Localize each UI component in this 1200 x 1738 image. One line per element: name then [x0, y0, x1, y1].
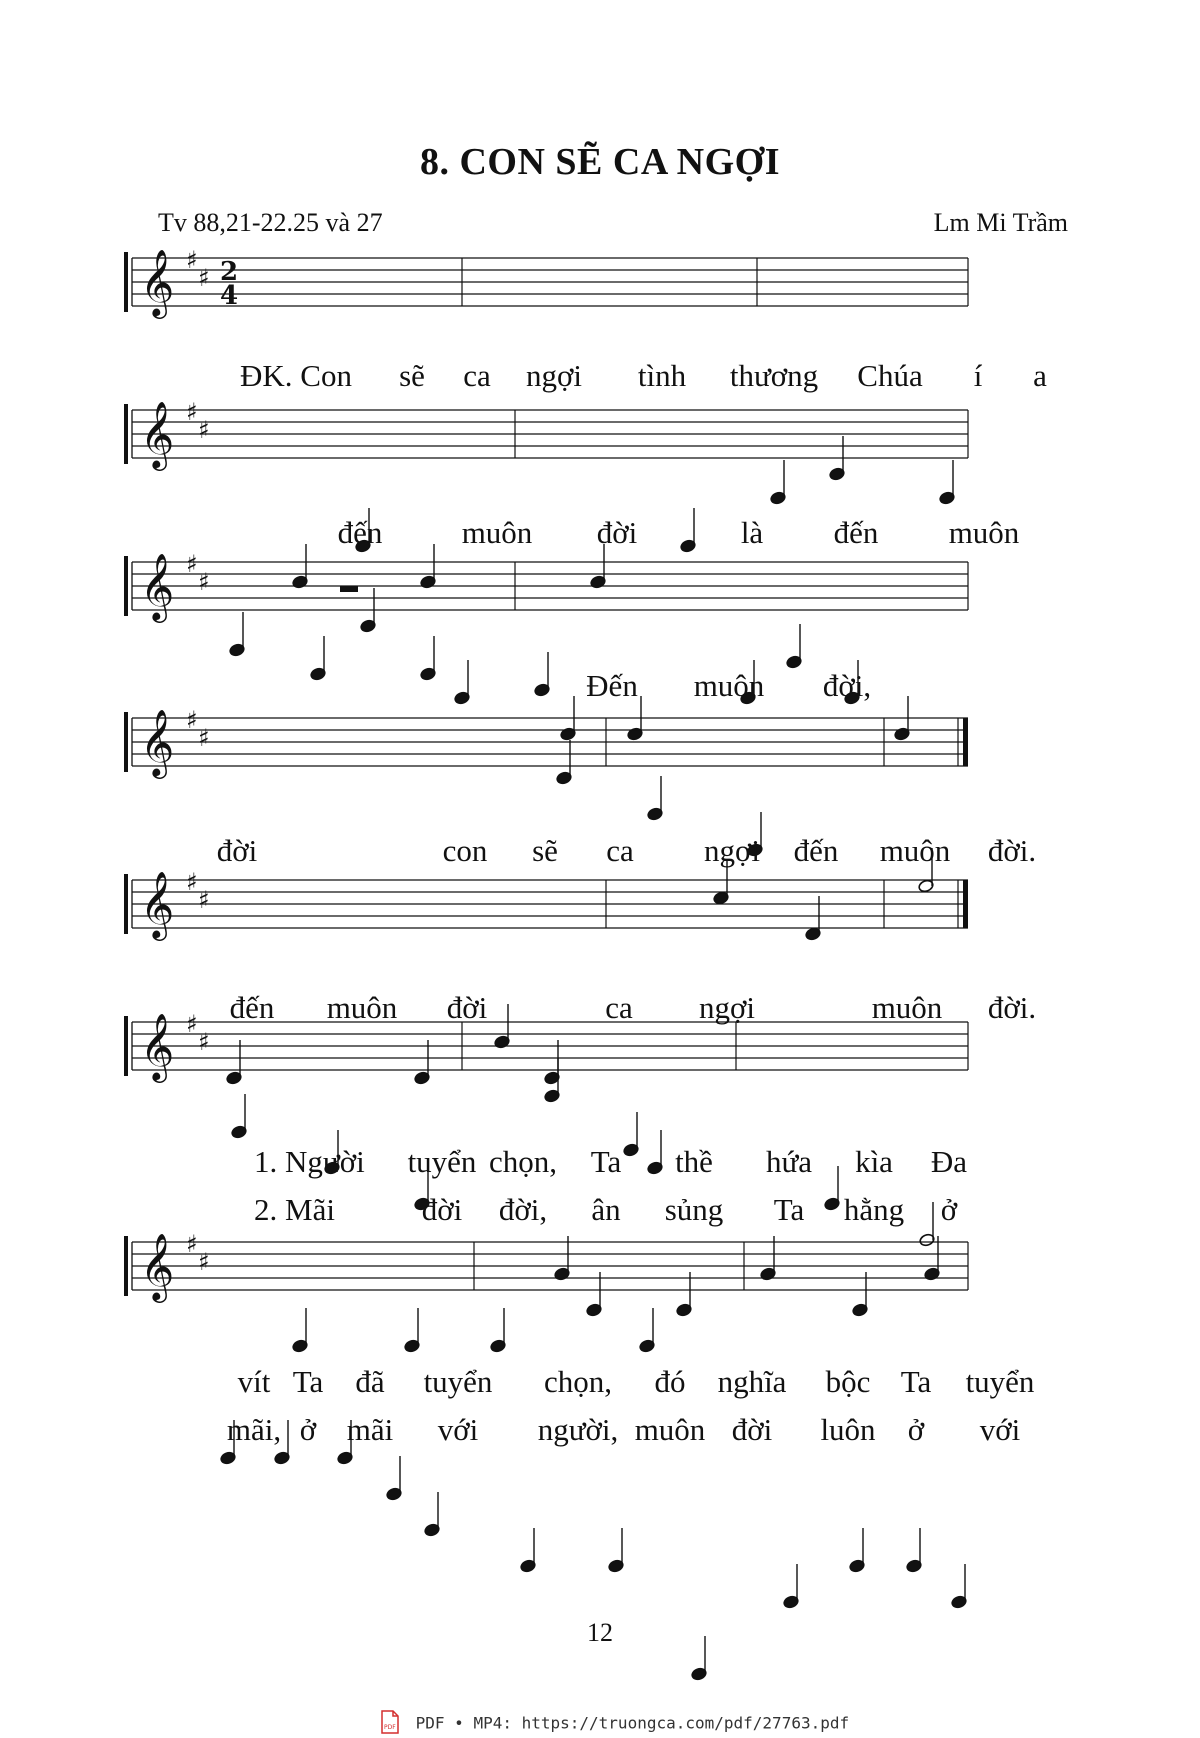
svg-text:♯: ♯: [198, 886, 210, 914]
lyric: Ta: [773, 1192, 805, 1227]
staff-system-1: [132, 246, 1082, 393]
lyric: Chúa: [857, 358, 923, 393]
svg-text:𝄞: 𝄞: [140, 1012, 175, 1080]
lyric: đời,: [498, 1192, 548, 1227]
staff-4: [132, 1012, 1082, 1132]
svg-text:𝄞: 𝄞: [140, 248, 175, 316]
svg-text:𝄞: 𝄞: [140, 1232, 175, 1300]
lyric: thương: [729, 358, 819, 393]
lyric: đó: [654, 1364, 686, 1399]
lyric: đời.: [987, 990, 1037, 1025]
lyric: mãi,: [226, 1412, 282, 1447]
lyric: hằng: [843, 1192, 905, 1227]
lyric: đời: [446, 990, 488, 1025]
svg-text:♯: ♯: [186, 1010, 198, 1038]
svg-text:♯: ♯: [186, 398, 198, 426]
lyric: người,: [537, 1412, 619, 1447]
svg-text:♯: ♯: [198, 1028, 210, 1056]
svg-text:♯: ♯: [198, 416, 210, 444]
lyric: muôn: [879, 833, 951, 868]
lyric: muôn: [871, 990, 943, 1025]
lyric: với: [437, 1412, 479, 1447]
lyric: là: [740, 515, 764, 550]
lyric: sẽ: [399, 358, 425, 393]
lyric: ở: [299, 1412, 317, 1447]
staff-system-4: [132, 1010, 1082, 1227]
lyric: ca: [463, 358, 491, 393]
lyric: ca: [606, 833, 634, 868]
lyric: luôn: [820, 1412, 876, 1447]
svg-text:2: 2: [220, 257, 239, 287]
lyric: muôn: [693, 668, 765, 703]
lyric: với: [979, 1412, 1021, 1447]
svg-text:♯: ♯: [198, 264, 210, 292]
lyric: đời.: [987, 833, 1037, 868]
svg-text:♯: ♯: [198, 724, 210, 752]
lyric: tuyển: [423, 1364, 493, 1399]
lyric: muôn: [461, 515, 533, 550]
lyric: đời: [731, 1412, 773, 1447]
lyric: kìa: [855, 1144, 893, 1179]
song-title: 8. CON SẼ CA NGỢI: [419, 141, 781, 183]
staff-5: [132, 1232, 1082, 1352]
lyric: đời: [421, 1192, 463, 1227]
lyric: Ta: [590, 1144, 622, 1179]
lyric: ngợi: [698, 990, 756, 1025]
lyric: tuyển: [407, 1144, 477, 1179]
svg-text:♯: ♯: [186, 706, 198, 734]
svg-text:𝄞: 𝄞: [140, 552, 175, 620]
composer: Lm Mi Trầm: [933, 208, 1068, 237]
lyric: ngợi: [525, 358, 583, 393]
lyric: muôn: [948, 515, 1020, 550]
lyric: đến: [793, 833, 839, 868]
svg-text:♯: ♯: [198, 568, 210, 596]
lyric: chọn,: [488, 1144, 558, 1179]
lyric: đời: [596, 515, 638, 550]
staff-system-2: [132, 400, 1082, 720]
svg-text:♯: ♯: [186, 868, 198, 896]
lyric: 1. Người: [254, 1144, 365, 1179]
svg-text:𝄞: 𝄞: [140, 708, 175, 776]
lyric: Ta: [292, 1364, 324, 1399]
staff-system-5: [132, 1232, 1082, 1452]
lyric: muôn: [326, 990, 398, 1025]
page-number: 12: [587, 1618, 613, 1647]
lyric: đời,: [822, 668, 872, 703]
lyric: vít: [237, 1364, 271, 1399]
lyric: ở: [940, 1192, 958, 1227]
svg-text:𝄞: 𝄞: [140, 400, 175, 468]
lyric: bộc: [825, 1364, 871, 1399]
lyric: đến: [337, 515, 383, 550]
svg-text:♯: ♯: [186, 550, 198, 578]
lyric: ngợi: [703, 833, 761, 868]
lyric: Đến: [586, 668, 638, 703]
lyric: 2. Mãi: [254, 1192, 335, 1227]
footer-text: PDF • MP4: https://truongca.com/pdf/27763.pdf: [415, 1713, 850, 1733]
svg-text:♯: ♯: [186, 1230, 198, 1258]
lyric: nghĩa: [717, 1364, 787, 1399]
lyric: tình: [637, 358, 687, 393]
lyric: đến: [229, 990, 275, 1025]
svg-text:𝄞: 𝄞: [140, 870, 175, 938]
lyric: đã: [355, 1364, 385, 1399]
scripture-reference: Tv 88,21-22.25 và 27: [158, 208, 383, 237]
footer-link[interactable]: [380, 1710, 849, 1738]
svg-text:♯: ♯: [186, 246, 198, 274]
svg-text:PDF: PDF: [384, 1724, 396, 1731]
lyric: Đa: [930, 1144, 968, 1179]
lyric: Ta: [900, 1364, 932, 1399]
lyric: ân: [591, 1192, 621, 1227]
lyric: đến: [833, 515, 879, 550]
staff-1: [132, 248, 1082, 368]
lyric: muôn: [634, 1412, 706, 1447]
lyric: mãi: [346, 1412, 394, 1447]
svg-text:4: 4: [220, 281, 239, 311]
lyric: a: [1033, 358, 1047, 393]
lyric: sủng: [664, 1192, 724, 1227]
pdf-icon: [380, 1710, 400, 1738]
lyric: sẽ: [532, 833, 558, 868]
staff: [124, 1230, 968, 1681]
staff-system-3: [132, 708, 1082, 1038]
lyric: í: [973, 358, 983, 393]
lyric: ở: [907, 1412, 925, 1447]
lyric: hứa: [765, 1144, 813, 1179]
lyric: tuyển: [965, 1364, 1035, 1399]
lyric: ca: [605, 990, 633, 1025]
lyric: thề: [675, 1144, 713, 1179]
lyric: con: [442, 833, 488, 868]
lyric: ĐK. Con: [240, 358, 352, 393]
lyric: chọn,: [543, 1364, 613, 1399]
svg-text:♯: ♯: [198, 1248, 210, 1276]
lyric: đời: [216, 833, 258, 868]
